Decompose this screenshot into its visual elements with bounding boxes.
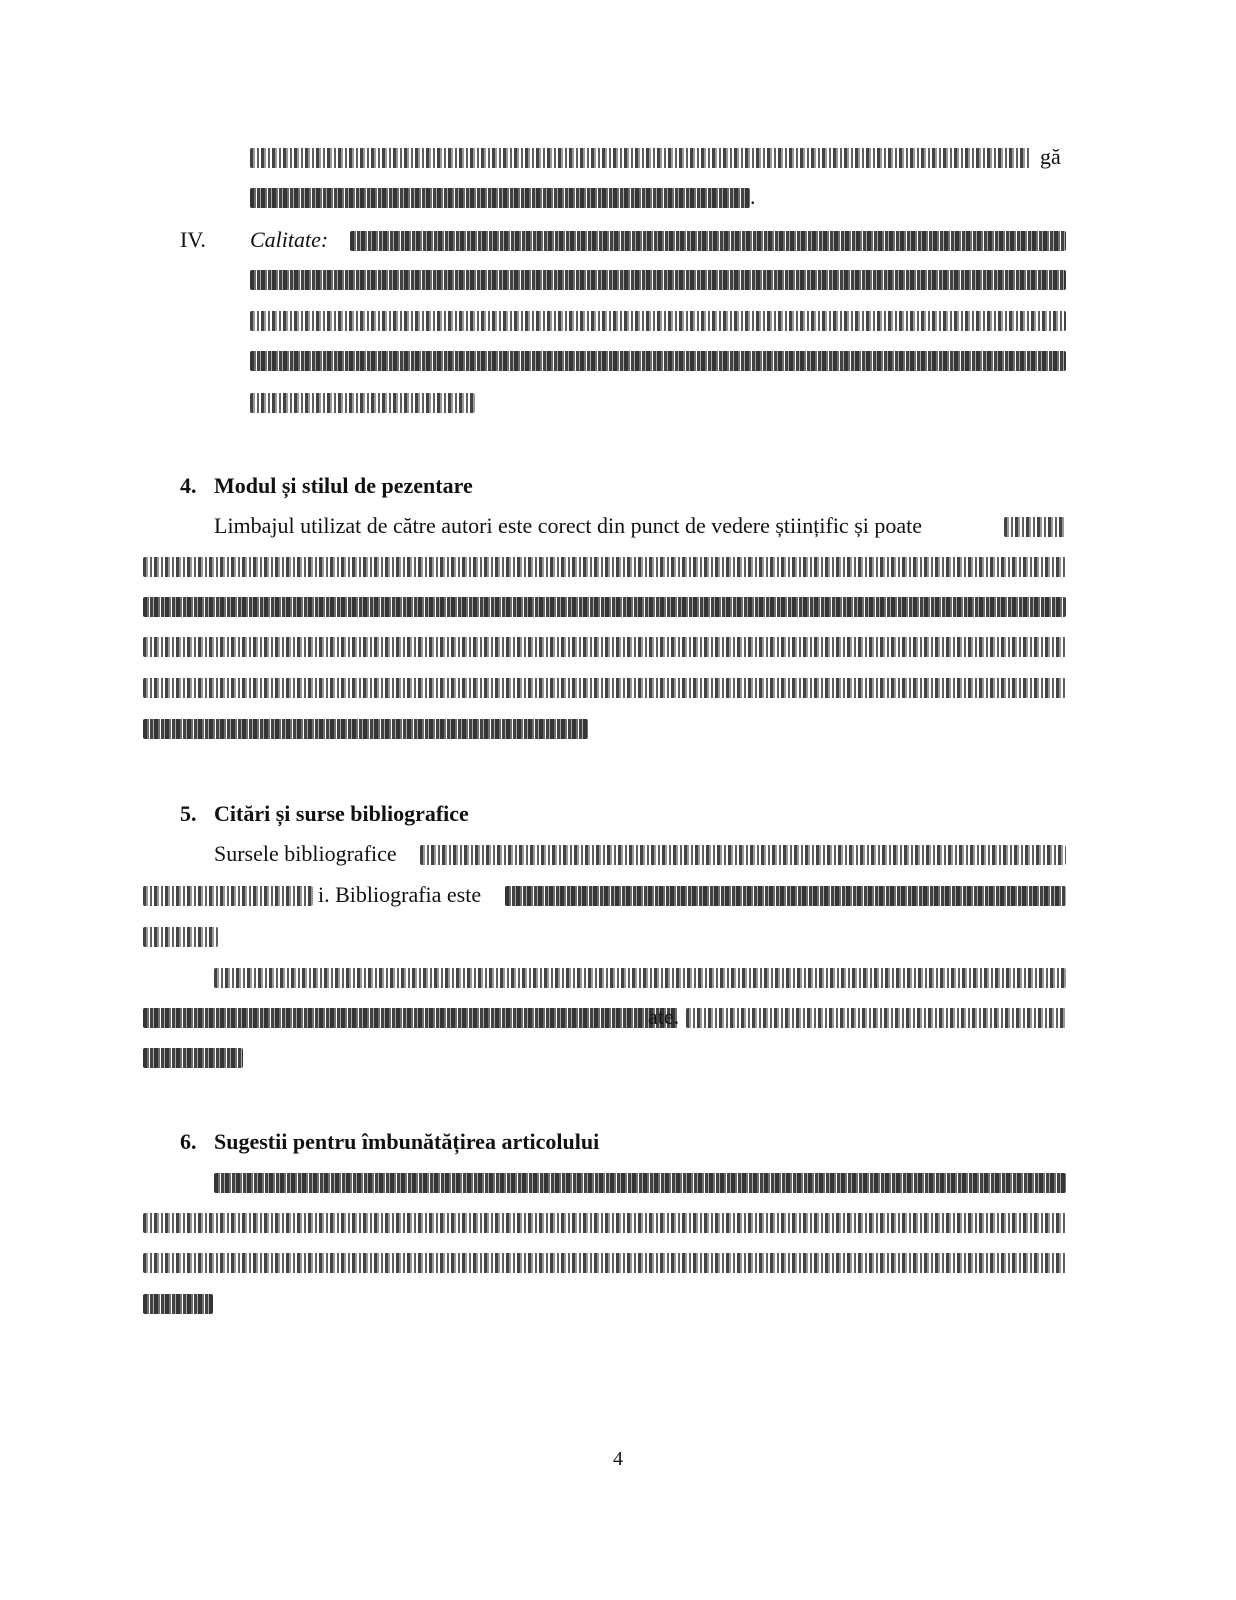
redacted-text <box>250 311 1066 331</box>
redacted-text <box>143 637 1066 657</box>
section-number: 4. <box>180 473 197 498</box>
redacted-text <box>1004 517 1066 537</box>
redacted-text <box>143 597 1066 617</box>
text-fragment: . <box>750 184 756 209</box>
redacted-text <box>143 1294 213 1314</box>
redacted-text <box>143 719 588 739</box>
redacted-text <box>420 845 1066 865</box>
list-label: Calitate: <box>250 227 329 252</box>
page-number: 4 <box>613 1448 623 1470</box>
section-number: 5. <box>180 801 197 826</box>
paragraph-text: Limbajul utilizat de către autori este corect din punct de vedere științific și poate <box>214 513 923 538</box>
redacted-text <box>143 678 1066 698</box>
redacted-text <box>214 1173 1066 1193</box>
redacted-text <box>250 148 1030 168</box>
list-numeral: IV. <box>180 227 206 252</box>
redacted-text <box>686 1008 1066 1028</box>
redacted-text <box>143 886 313 906</box>
text-fragment: gă <box>1040 144 1061 169</box>
section-title: Modul și stilul de pezentare <box>214 473 473 498</box>
text-fragment: ate. <box>648 1004 680 1029</box>
redacted-text <box>143 927 218 947</box>
redacted-text <box>143 1253 1066 1273</box>
redacted-text <box>350 231 1066 251</box>
redacted-text <box>143 1213 1066 1233</box>
paragraph-text: Sursele bibliografice <box>214 841 397 866</box>
redacted-text <box>250 351 1066 371</box>
redacted-text <box>143 1048 243 1068</box>
paragraph-text: i. Bibliografia este <box>318 882 482 907</box>
redacted-text <box>143 1008 678 1028</box>
redacted-text <box>143 557 1066 577</box>
section-title: Sugestii pentru îmbunătățirea articolului <box>214 1129 600 1154</box>
redacted-text <box>214 968 1066 988</box>
redacted-text <box>250 188 750 208</box>
redacted-text <box>250 270 1066 290</box>
section-title: Citări și surse bibliografice <box>214 801 469 826</box>
redacted-text <box>505 886 1066 906</box>
section-number: 6. <box>180 1129 197 1154</box>
redacted-text <box>250 393 475 413</box>
